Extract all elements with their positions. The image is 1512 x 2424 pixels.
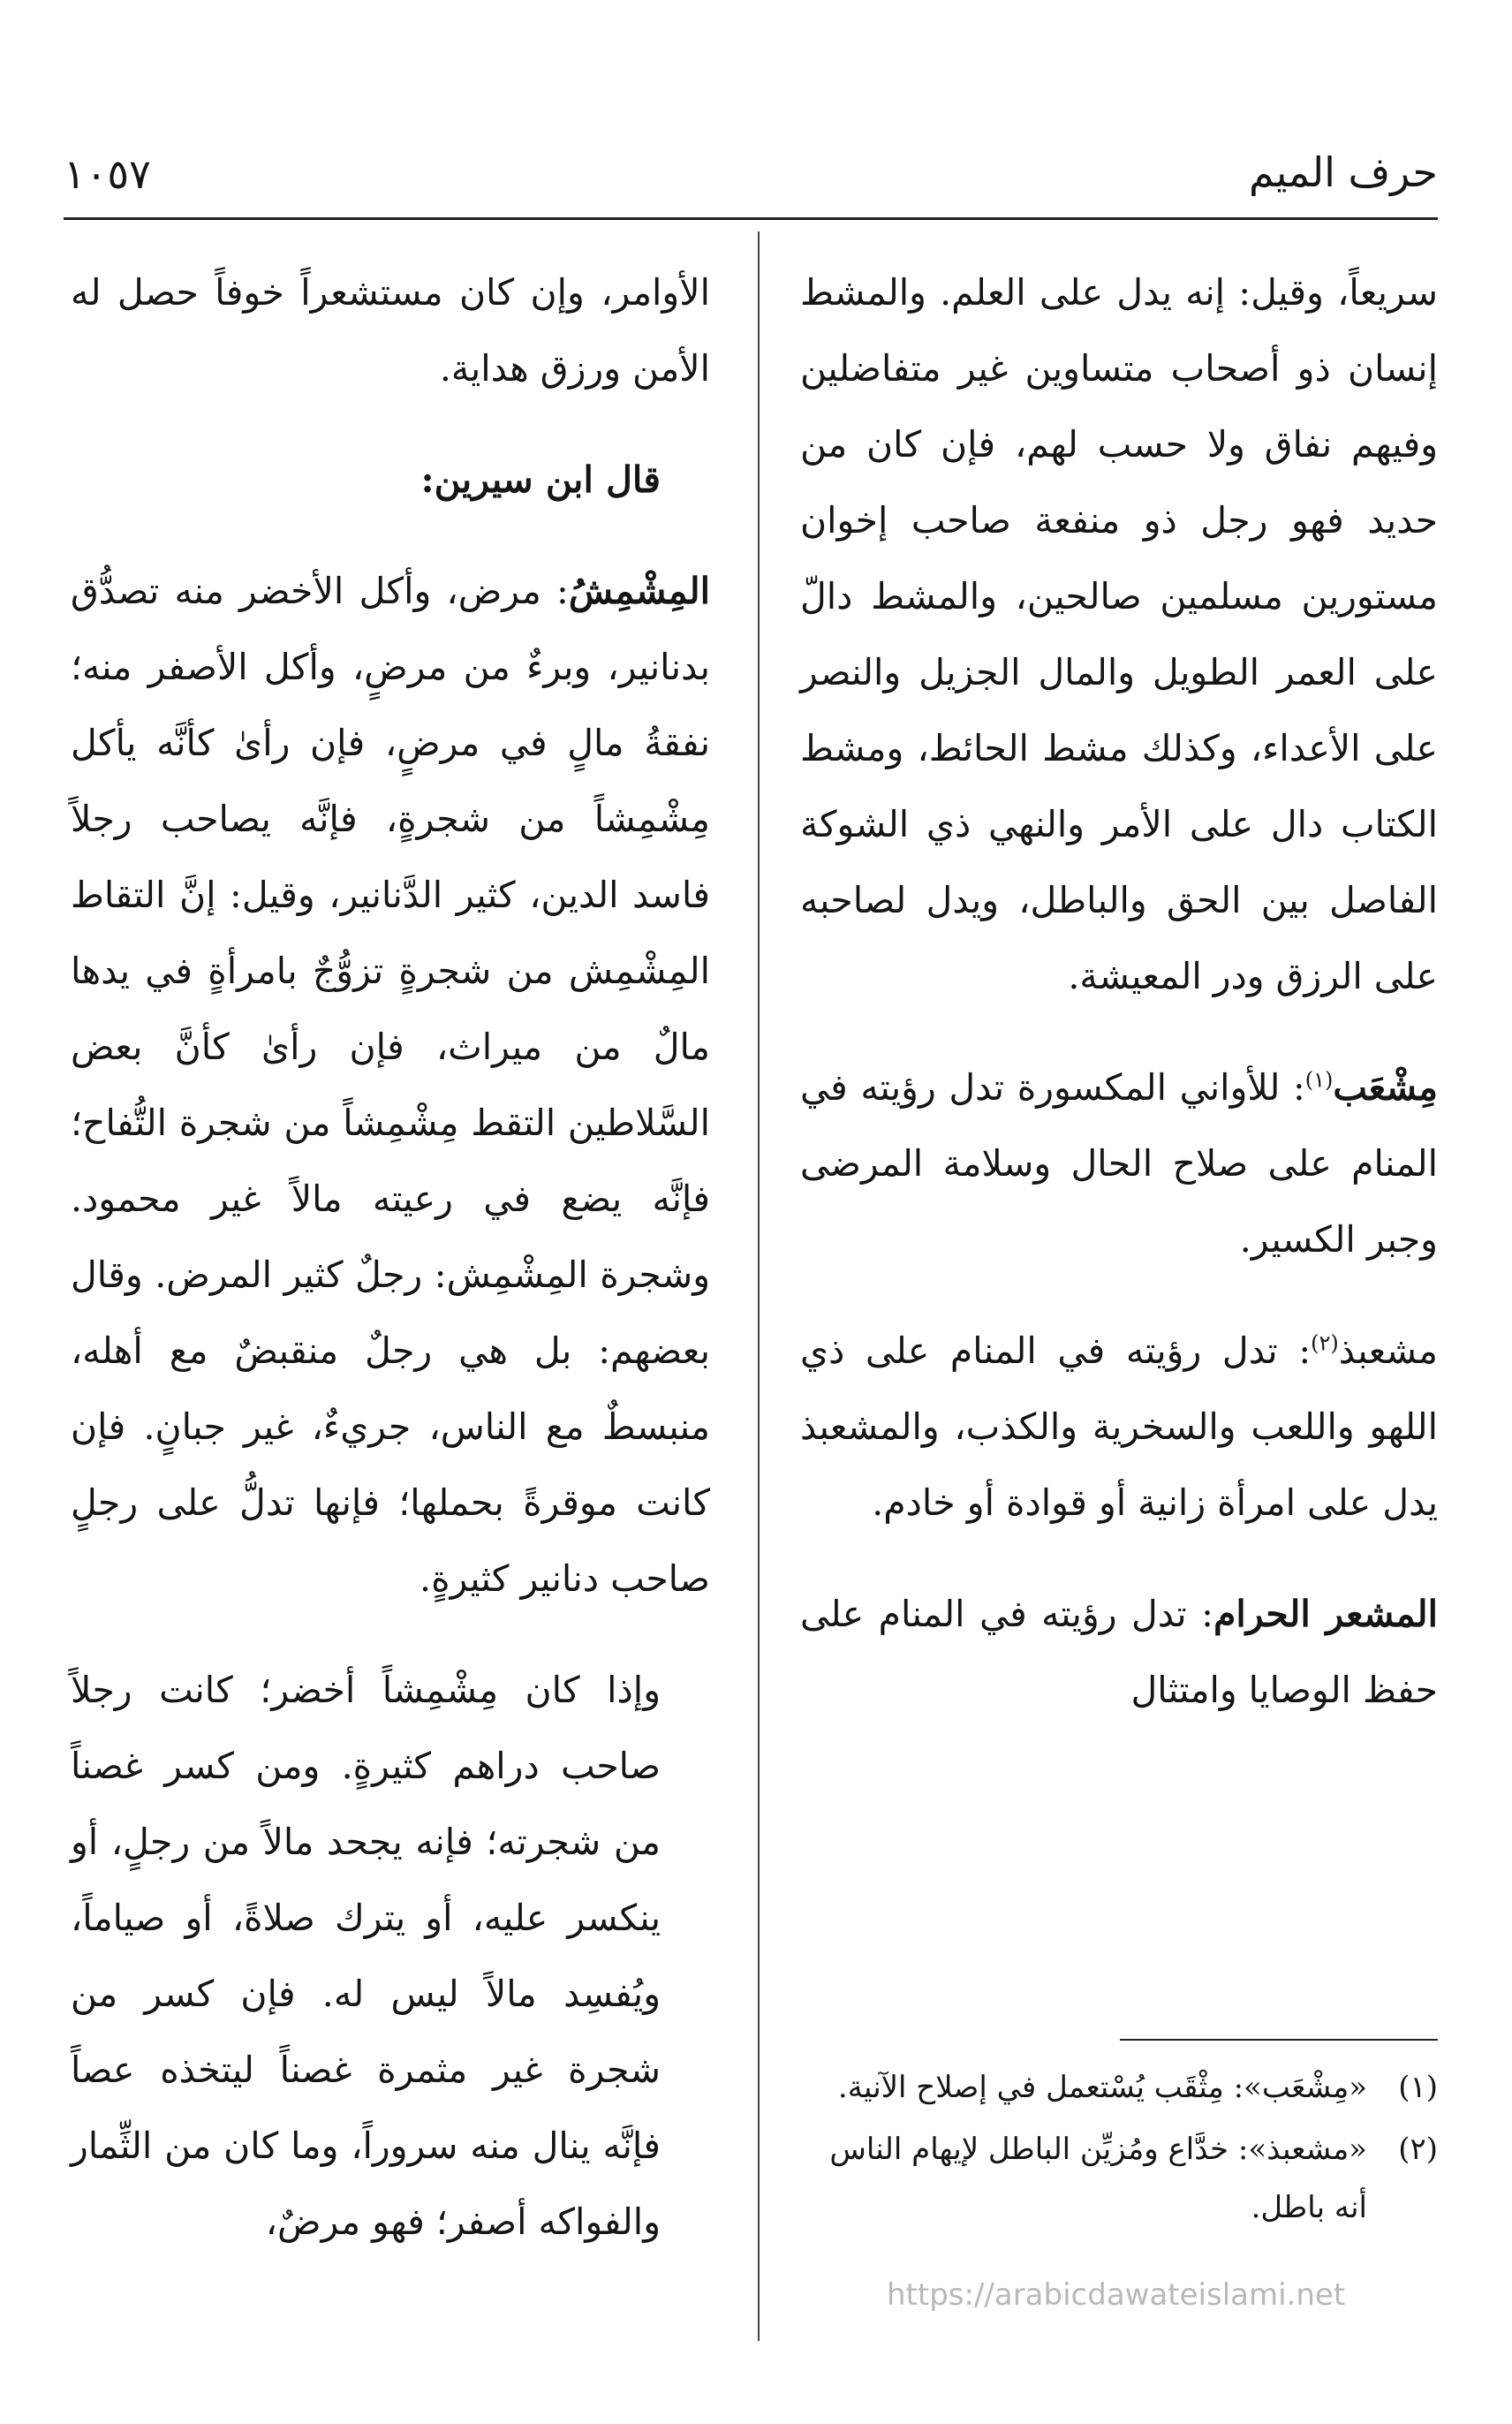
entry-text: : مرض، وأكل الأخضر منه تصدُّق بدنانير، وبرءٌ من مرضٍ، وأكل الأصفر منه؛ نفقةُ مالٍ في مرضٍ، فإن رأىٰ كأنَّه يأكل مِشْمِشاً من شجرةٍ، فإنَّه يصاحب رجلاً فاسد الدين، كثير الدَّنانير، وقيل: إنَّ التقاط المِشْمِش من شجرةٍ تزوُّجٌ بامرأةٍ في يدها مالٌ من ميراث، فإن رأىٰ كأنَّ بعض السَّلاطين التقط مِشْمِشاً من شجرة التُّفاح؛ فإنَّه يضع في رعيته مالاً غير محمود. وشجرة المِشْمِش: رجلٌ كثير المرض. وقال بعضهم: بل هي رجلٌ منقبضٌ مع أهله، منبسطٌ مع الناس، جريءٌ، غير جبانٍ. فإن كانت موقرةً بحملها؛ فإنها تدلُّ على رجلٍ صاحب دنانير كثيرةٍ. [71, 570, 710, 1600]
entry-heading: المِشْمِشُ [568, 570, 710, 612]
footnote-ref: (٢) [1311, 1330, 1339, 1356]
entry-text: : تدل رؤيته في المنام على حفظ الوصايا وامتثال [800, 1593, 1438, 1711]
footnote-number: (١) [1398, 2070, 1438, 2105]
left-column [71, 254, 710, 2260]
entry-mishmish [71, 553, 710, 1617]
right-column-paragraph: سريعاً، وقيل: إنه يدل على العلم. والمشط إنسان ذو أصحاب متساوين غير متفاضلين وفيهم نفاق ولا حسب لهم، فإن كان من حديد فهو رجل ذو منفعة صاحب إخوان مستورين مسلمين صالحين، والمشط دالّ على العمر الطويل والمال الجزيل والنصر على الأعداء، وكذلك مشط الحائط، ومشط الكتاب دال على الأمر والنهي ذي الشوكة الفاصل بين الحق والباطل، ويدل لصاحبه على الرزق ودر المعيشة. [800, 271, 1438, 997]
footnotes [800, 2058, 1438, 2240]
left-column-paragraph: وإذا كان مِشْمِشاً أخضر؛ كانت رجلاً صاحب دراهم كثيرةٍ. ومن كسر غصناً من شجرته؛ فإنه يجحد مالاً من رجلٍ، أو ينكسر عليه، أو يترك صلاةً، أو صياماً، ويُفسِد مالاً ليس له. فإن كسر من شجرة غير مثمرة غصناً ليتخذه عصاً فإنَّه ينال منه سروراً، وما كان من الثِّمار والفواكه أصفر؛ فهو مرضٌ، [71, 1669, 661, 2243]
section-subheading: قال ابن سيرين: [420, 458, 661, 501]
entry-text: : تدل رؤيته في المنام على ذي اللهو واللعب والسخرية والكذب، والمشعبذ يدل على امرأة زانية أو قوادة أو خادم. [800, 1329, 1438, 1524]
page-header-title: حرف الميم [1248, 148, 1438, 196]
footnote-1 [800, 2058, 1438, 2117]
footnote-text: «مشعبذ»: خدَّاع ومُزيِّن الباطل لإيهام الناس أنه باطل. [829, 2132, 1367, 2225]
entry-mishab [800, 1049, 1438, 1277]
watermark-url: https://arabicdawateislami.net [887, 2277, 1346, 2313]
entry-mashar-haram [800, 1576, 1438, 1728]
footnote-number: (٢) [1398, 2132, 1438, 2167]
entry-heading: مِشْعَب [1333, 1066, 1438, 1109]
page-number: ١٠٥٧ [64, 150, 151, 198]
entry-mushabidh [800, 1313, 1438, 1541]
entry-heading: مشعبذ [1338, 1329, 1438, 1372]
footnote-rule [1120, 2039, 1438, 2041]
left-column-paragraph: الأوامر، وإن كان مستشعراً خوفاً حصل له الأمن ورزق هداية. [71, 271, 710, 390]
header-rule [64, 217, 1438, 220]
right-column [800, 254, 1438, 1728]
column-divider [758, 231, 760, 2341]
footnote-text: «مِشْعَب»: مِثْقَب يُسْتعمل في إصلاح الآنية. [837, 2070, 1367, 2105]
footnote-ref: (١) [1304, 1067, 1334, 1093]
footnote-2 [800, 2120, 1438, 2237]
entry-heading: المشعر الحرام [1213, 1593, 1438, 1635]
entry-text: : للأواني المكسورة تدل رؤيته في المنام على صلاح الحال وسلامة المرضى وجبر الكسير. [800, 1066, 1438, 1261]
